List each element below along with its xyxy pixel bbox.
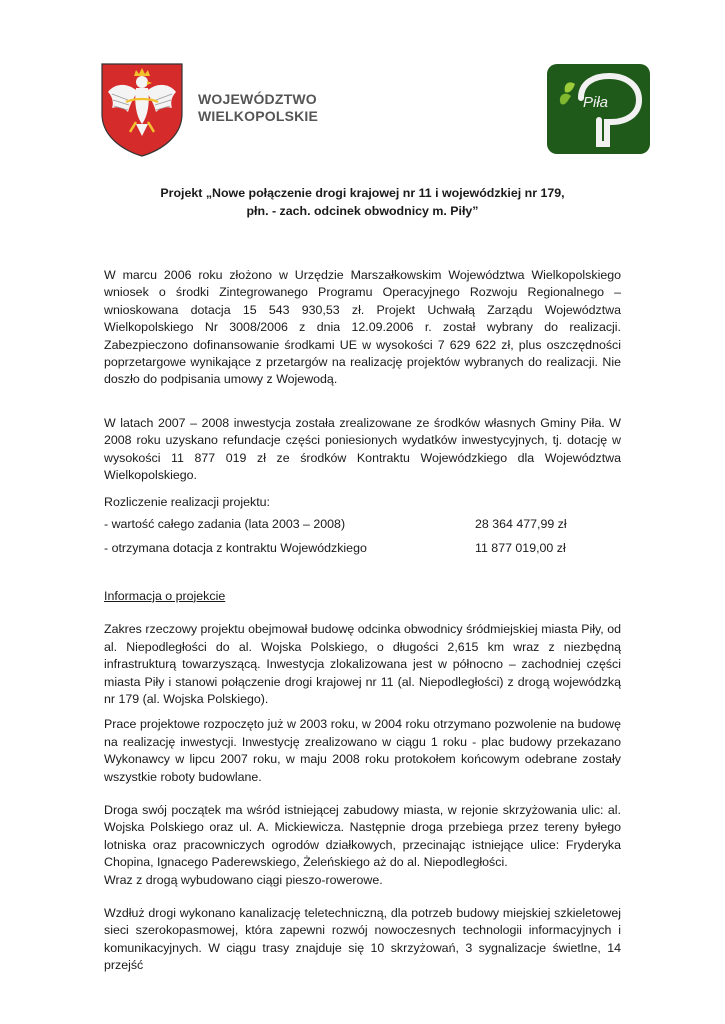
- page-title: [100, 184, 625, 220]
- paragraph-financing: W latach 2007 – 2008 inwestycja została zrealizowane ze środków własnych Gminy Piła. W 2008 roku uzyskano refundacje części poniesionych wydatków inwestycyjnych, tj. dotację w wysokości 11 877 019 zł ze środków Kontraktu Wojewódzkiego dla Województwa Wielkopolskiego.: [104, 415, 621, 483]
- logo-text: Piła: [583, 94, 609, 111]
- paragraph-road: [104, 802, 621, 889]
- region-line-1: WOJEWÓDZTWO: [198, 91, 317, 107]
- section-heading: Informacja o projekcie: [104, 588, 226, 603]
- paragraph-road-last: Wraz z drogą wybudowano ciągi pieszo-rowerowe.: [104, 872, 383, 887]
- coat-of-arms-icon: [100, 62, 184, 158]
- settlement-row-amount: 11 877 019,00 zł: [475, 540, 566, 555]
- paragraph-scope: Zakres rzeczowy projektu obejmował budowę odcinka obwodnicy śródmiejskiej miasta Piły, od al. Niepodległości do al. Wojska Polskiego, o długości 2,615 km wraz z niezbędną infrastrukturą towarzyszącą. Inwestycja zlokalizowana jest w północno – zachodniej części miasta Piły i stanowi połączenie drogi krajowej nr 11 (al. Niepodległości) z drogą wojewódzką nr 179 (al. Wojska Polskiego).: [104, 622, 621, 706]
- region-name: [198, 91, 318, 125]
- paragraph-road-text: Droga swój początek ma wśród istniejącej zabudowy miasta, w rejonie skrzyżowania ulic: al. Wojska Polskiego oraz ul. A. Mickiewicza. Następnie droga przebiega przez tereny byłego lotniska oraz pracowniczych ogrodów działkowych, przecinając istniejące ulice: Fryderyka Chopina, Ignacego Paderewskiego, Żeleńskiego aż do al. Niepodległości.: [104, 802, 621, 870]
- settlement-row: [104, 540, 621, 564]
- settlement-row-label: - wartość całego zadania (lata 2003 – 2008): [104, 516, 346, 531]
- paragraph-application: W marcu 2006 roku złożono w Urzędzie Marszałkowskim Województwa Wielkopolskiego wniosek o środki Zintegrowanego Programu Operacyjnego Rozwoju Regionalnego – wnioskowana dotacja 15 543 930,53 zł. Projekt Uchwałą Zarządu Województwa Wielkopolskiego Nr 3008/2006 z dnia 12.09.2006 r. został wybrany do realizacji. Zabezpieczono dofinansowanie środkami UE w wysokości 7 629 622 zł, plus oszczędności poprzetargowe wynikające z przetargów na realizację projektów wybranych do realizacji. Nie doszło do podpisania umowy z Wojewodą.: [104, 268, 621, 387]
- title-line-1: Projekt „Nowe połączenie drogi krajowej nr 11 i wojewódzkiej nr 179,: [160, 186, 565, 200]
- settlement-row: [104, 516, 621, 540]
- settlement-row-label: - otrzymana dotacja z kontraktu Wojewódzkiego: [104, 540, 367, 555]
- document-body: [104, 267, 621, 975]
- page-header: [0, 0, 725, 170]
- paragraph-works: Prace projektowe rozpoczęto już w 2003 roku, w 2004 roku otrzymano pozwolenie na budowę na realizację inwestycji. Inwestycję zrealizowano w ciągu 1 roku - plac budowy przekazano Wykonawcy w lipcu 2007 roku, w maju 2008 roku protokołem końcowym odebrane zostały wszystkie roboty budowlane.: [104, 717, 621, 784]
- region-line-2: WIELKOPOLSKIE: [198, 108, 319, 124]
- pila-logo: [547, 64, 650, 154]
- title-line-2: płn. - zach. odcinek obwodnicy m. Piły”: [246, 204, 479, 218]
- settlement-row-amount: 28 364 477,99 zł: [475, 516, 567, 531]
- settlement-label: Rozliczenie realizacji projektu:: [104, 495, 270, 510]
- paragraph-sewer: Wzdłuż drogi wykonano kanalizację teletechniczną, dla potrzeb budowy miejskiej szkieletowej sieci szerokopasmowej, która zapewni rozwój nowoczesnych technologii informacyjnych i komunikacyjnych. W ciągu trasy znajduje się 10 skrzyżowań, 3 sygnalizacje świetlne, 14 przejść: [104, 905, 621, 973]
